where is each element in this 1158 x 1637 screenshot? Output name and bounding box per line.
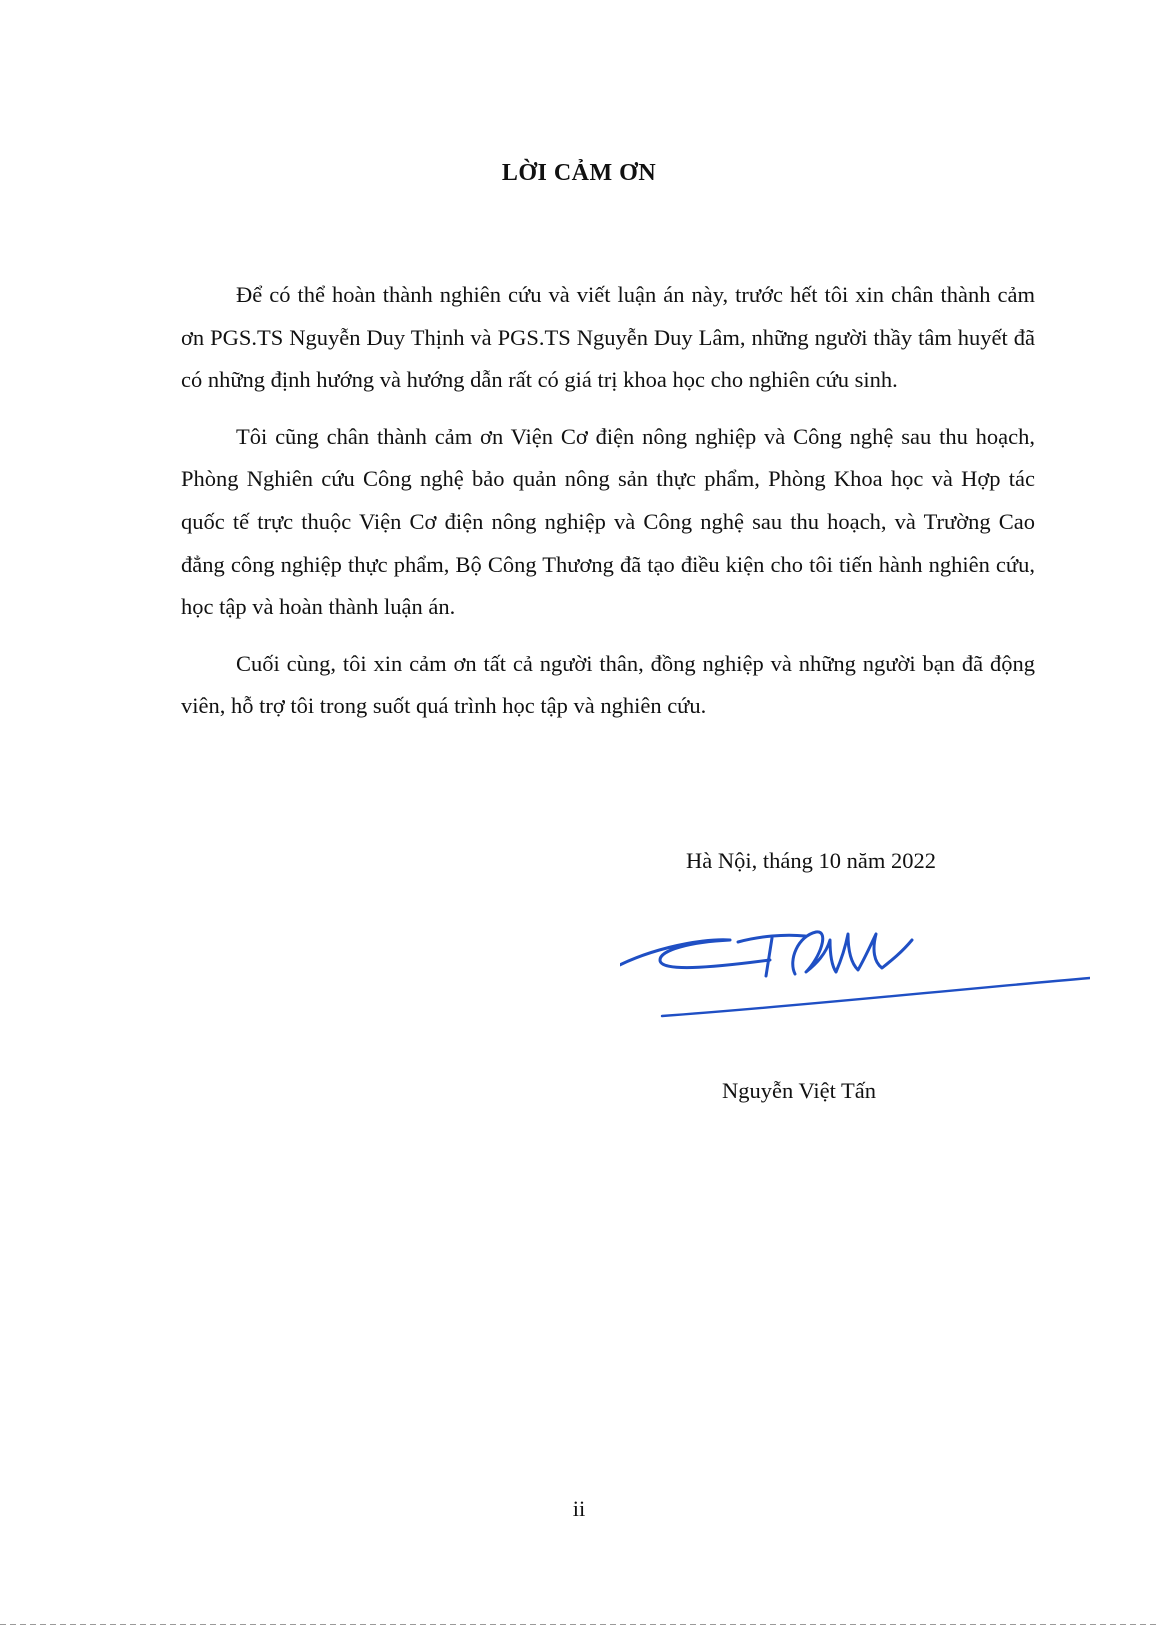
bottom-edge-rule	[0, 1624, 1158, 1625]
acknowledgement-body	[181, 274, 1035, 742]
page-number: ii	[572, 1496, 586, 1521]
signature-stroke-4	[793, 932, 912, 974]
signature-stroke-1	[620, 940, 770, 976]
date-line: Hà Nội, tháng 10 năm 2022	[686, 848, 936, 873]
signature-underline	[662, 978, 1090, 1016]
page-title: LỜI CẢM ƠN	[501, 160, 657, 186]
signature-stroke-3	[766, 938, 772, 976]
signature-image	[620, 930, 1090, 1060]
paragraph-2: Tôi cũng chân thành cảm ơn Viện Cơ điện nông nghiệp và Công nghệ sau thu hoạch, Phòng Nghiên cứu Công nghệ bảo quản nông sản thực phẩm, Phòng Khoa học và Hợp tác quốc tế trực thuộc Viện Cơ điện nông nghiệp và Công nghệ sau thu hoạch, và Trường Cao đẳng công nghiệp thực phẩm, Bộ Công Thương đã tạo điều kiện cho tôi tiến hành nghiên cứu, học tập và hoàn thành luận án.	[181, 423, 1035, 620]
signer-name: Nguyễn Việt Tấn	[722, 1078, 877, 1103]
paragraph-3: Cuối cùng, tôi xin cảm ơn tất cả người thân, đồng nghiệp và những người bạn đã động viên, hỗ trợ tôi trong suốt quá trình học tập và nghiên cứu.	[181, 650, 1035, 719]
paragraph-1: Để có thể hoàn thành nghiên cứu và viết luận án này, trước hết tôi xin chân thành cảm ơn PGS.TS Nguyễn Duy Thịnh và PGS.TS Nguyễn Duy Lâm, những người thầy tâm huyết đã có những định hướng và hướng dẫn rất có giá trị khoa học cho nghiên cứu sinh.	[181, 282, 1035, 393]
